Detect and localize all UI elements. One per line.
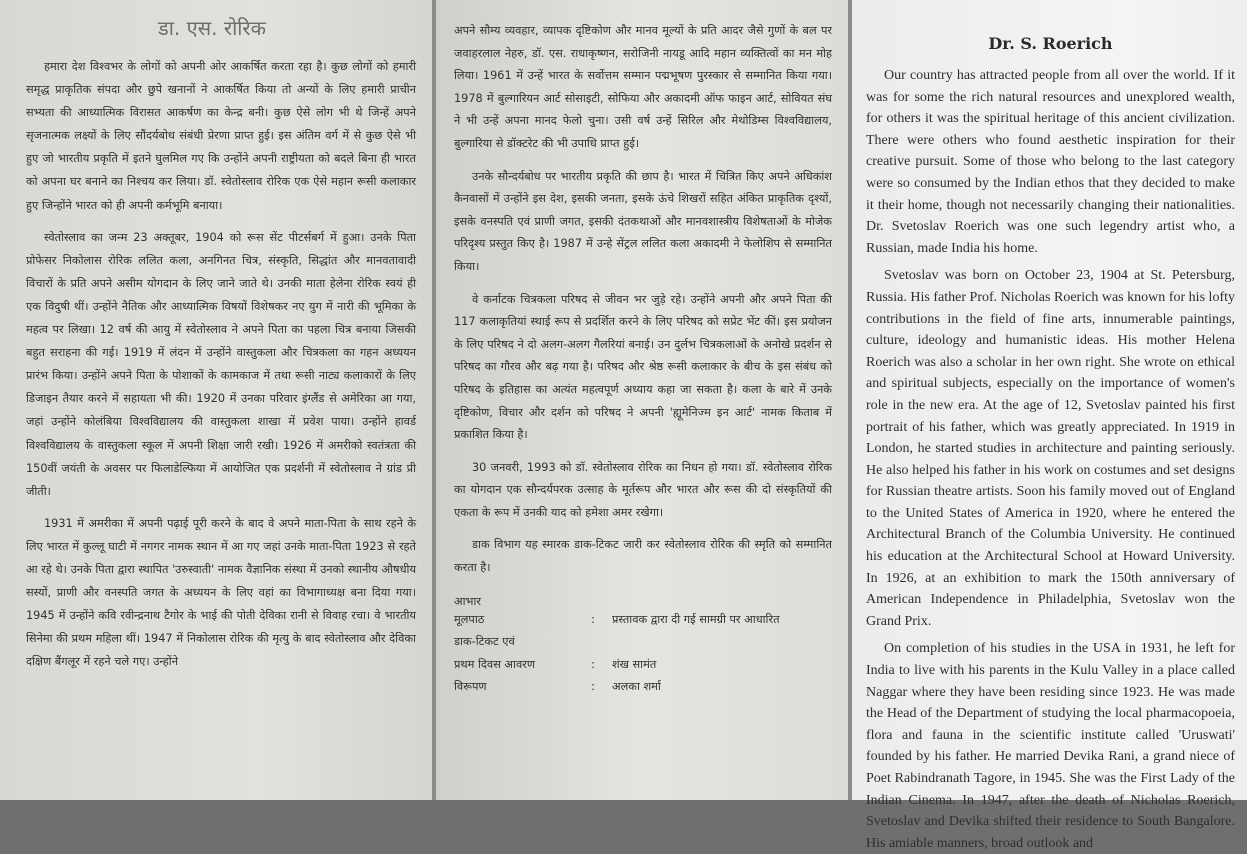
- credit-row: [454, 676, 832, 699]
- credits-heading: आभार: [454, 594, 482, 608]
- credit-row: [454, 631, 832, 654]
- credit-separator: :: [591, 680, 595, 694]
- english-paragraph: Svetoslav was born on October 23, 1904 at St. Petersburg, Russia. His father Prof. Nicholas Roerich was known for his lofty contributions in the field of fine arts, innumerable paintings, culture, ideology and humanistic ideas. His mother Helena Roerich was also a scholar in her own right. She wrote on ethical and spiritual subjects, especially on the importance of women's role in the new era. At the age of 12, Svetoslav painted his first portrait of his father, which was greatly appreciated. In 1919 in London, he started studies in architecture and painting seriously. He also helped his father in his work on costumes and set designs for Russian theatre artists. Soon his family moved out of England to the United States of America in 1920, where he entered the Architectural Branch of the Columbia University. He continued his education at the Architectural School at Howard University. In 1926, at an exhibition to mark the 150th anniversary of American Independence in Philadelphia, Svetoslav won the Grand Prix.: [866, 268, 1235, 629]
- hindi-panel-middle: [436, 0, 848, 800]
- credit-label: डाक-टिकट एवं: [454, 635, 515, 649]
- hindi-paragraph: डाक विभाग यह स्मारक डाक-टिकट जारी कर स्वेतोस्लाव रोरिक की स्मृति को सम्मानित करता है।: [454, 538, 832, 575]
- hindi-paragraph: 30 जनवरी, 1993 को डॉ. स्वेतोस्लाव रोरिक का निधन हो गया। डॉ. स्वेतोस्लाव रोरिक का योगदान एक सौन्दर्यपरक उत्साह के मूर्तरूप और भारत और रूस की दो संस्कृतियों की एकता के रूप में उनकी याद को हमेशा अमर रखेगा।: [454, 460, 832, 519]
- credit-label: मूलपाठ: [454, 612, 485, 626]
- credit-value: प्रस्तावक द्वारा दी गई सामग्री पर आधारित: [612, 612, 780, 626]
- credit-separator: [574, 631, 612, 654]
- hindi-paragraph: उनके सौन्दर्यबोध पर भारतीय प्रकृति की छाप है। भारत में चित्रित किए अपने अधिकांश कैनवासों में उन्होंने इस देश, इसकी जनता, इसके ऊंचे शिखरों सहित अंकित प्राकृतिक दृश्यों, इसके वनस्पति एवं प्राणी जगत, इसकी दंतकथाओं और मानवशास्त्रीय विशेषताओं के मोजेक परिदृश्य प्रस्तुत किए है। 1987 में उन्हे सेंट्रल ललित कला अकादमी ने फेलोशिप से सम्मानित किया।: [454, 169, 832, 273]
- credit-label: प्रथम दिवस आवरण: [454, 657, 536, 671]
- credits-section: [454, 594, 832, 699]
- credit-row: [454, 654, 832, 677]
- hindi-paragraph: अपने सौम्य व्यवहार, व्यापक दृष्टिकोण और मानव मूल्यों के प्रति आदर जैसे गुणों के बल पर जवाहरलाल नेहरु, डॉ. एस. राधाकृष्णन, सरोजिनी नायडू आदि महान व्यक्तित्वों का मन मोह लिया। 1961 में उन्हें भारत के सर्वोत्तम सम्मान पद्मभूषण पुरस्कार से सम्मानित किया गया। 1978 में बुल्गारियन आर्ट सोसाइटी, सोफिया और अकादमी ऑफ फाइन आर्ट, सोवियत संघ ने भी उन्हें अपना मानद फेलो चुना। उसी वर्ष उन्हें सिरिल और मेथोडिम्स विश्वविद्यालय, बुल्गारिया से डॉक्टरेट की भी उपाधि प्राप्त हुई।: [454, 24, 832, 150]
- english-paragraph: On completion of his studies in the USA in 1931, he left for India to live with his parents in the Kulu Valley in a place called Naggar where they have been residing since 1923. He was made the Head of the Department of studying the local pharmacopoeia, flora and fauna in the scientific institute called 'Uruswati' founded by his father. He married Devika Rani, a grand niece of Poet Rabindranath Tagore, in 1945. She was the First Lady of the Indian Cinema. In 1947, after the death of Nicholas Roerich, Svetoslav and Devika shifted their residence to South Bangalore. His amiable manners, broad outlook and: [866, 641, 1235, 851]
- credit-separator: :: [591, 612, 595, 626]
- english-panel-right: [852, 0, 1247, 851]
- credit-value: अलका शर्मा: [612, 680, 661, 694]
- credit-separator: :: [591, 657, 595, 671]
- credit-value: शंख सामंत: [612, 657, 657, 671]
- english-title: Dr. S. Roerich: [988, 34, 1113, 53]
- hindi-paragraph: हमारा देश विश्वभर के लोगों को अपनी ओर आकर्षित करता रहा है। कुछ लोगों को हमारी समृद्ध प्राकृतिक संपदा और छुपे खनानों ने आकर्षित किया तो अन्यों के लिए हमारी प्राचीन सभ्यता की आध्यात्मिक विरासत आकर्षण का केन्द्र बनी। कुछ ऐसे लोग भी थे जिन्हें अपने सृजनात्मक लक्ष्यों के लिए सौंदर्यबोध संबंधी प्रेरणा प्राप्त हुई। इस अंतिम वर्ग में से कुछ ऐसे भी हुए जो भारतीय प्रकृति में इतने घुलमिल गए कि उन्होंने अपनी राष्ट्रीयता को बदले बिना ही भारत को अपना घर बनाने का निश्चय कर लिया। डॉ. स्वेतोस्लाव रोरिक एक ऐसे महान रूसी कलाकार हुए जिन्होंने भारत को ही अपनी कर्मभूमि बनाया।: [26, 60, 416, 212]
- credit-row: [454, 609, 832, 632]
- hindi-title: डा. एस. रोरिक: [158, 16, 266, 40]
- hindi-paragraph: 1931 में अमरीका में अपनी पढ़ाई पूरी करने के बाद वे अपने माता-पिता के साथ रहने के लिए भारत में कुल्लू घाटी में नगगर नामक स्थान में आ गए जहां उनके माता-पिता 1923 से रहते आ रहे थे। उनके पिता द्वारा स्थापित 'उरुस्वाती' नामक वैज्ञानिक संस्था में उनको स्थानीय औषधीय सस्यों, प्राणी और वनस्पति जगत के अध्ययन के लिए वहां का विभागाध्यक्ष बना दिया गया। 1945 में उन्होंने कवि रवीन्द्रनाथ टैगोर के भाई की पोती देविका रानी से विवाह रचा। वे भारतीय सिनेमा की प्रथम महिला थीं। 1947 में निकोलास रोरिक की मृत्यु के बाद स्वेतोस्लाव और देविका दक्षिण बैंगलूर में रहने चले गए। उन्होंने: [26, 516, 416, 669]
- english-paragraph: Our country has attracted people from all over the world. If it was for some the rich natural resources and unexplored wealth, for others it was the spiritual heritage of this ancient civilization. There were others who found aesthetic inspiration for their creative pursuit. Some of those who belong to the last category were so consumed by the Indian ethos that they decided to make it their home, though not necessarily changing their nationalities. Dr. Svetoslav Roerich was one such legendry artist who, a Russian, made India his home.: [866, 68, 1235, 256]
- credit-value: [612, 631, 832, 654]
- hindi-paragraph: वे कर्नाटक चित्रकला परिषद से जीवन भर जुड़े रहे। उन्होंने अपनी और अपने पिता की 117 कलाकृतियां स्थाई रूप से प्रदर्शित करने के लिए परिषद को सप्रेट भेंट कीं। इस प्रयोजन के लिए परिषद ने दो अलग-अलग गैलरियां बनाई। उन दुर्लभ चित्रकलाओं के अनोखे प्रदर्शन से परिषद का गौरव और बढ़ गया है। परिषद और श्रेष्ठ रूसी कलाकार के बीच के इस संबंध को परिषद के इतिहास का अत्यंत महत्वपूर्ण अध्याय कहा जा सकता है। कला के बारे में उनके दृष्टिकोण, विचार और दर्शन को परिषद ने अपनी 'ह्यूमेनिज्म इन आर्ट' नामक किताब में प्रकाशित किया है।: [454, 292, 832, 442]
- credit-label: विरूपण: [454, 680, 487, 694]
- hindi-panel-left: [0, 0, 432, 800]
- hindi-paragraph: स्वेतोस्लाव का जन्म 23 अक्तूबर, 1904 को रूस सेंट पीटर्सबर्ग में हुआ। उनके पिता प्रोफेसर निकोलास रोरिक ललित कला, अनगिनत चित्र, संस्कृति, सिद्धांत और मानवतावादी विचारों के प्रति अपने असीम योगदान के लिए जाने जाते थे। उनकी माता हेलेना रोरिक स्वयं ही एक विदुषी थीं। उन्होंने नैतिक और आध्यात्मिक विषयों विशेषकर नए युग में नारी की भूमिका के महत्व पर लिखा। 12 वर्ष की आयु में स्वेतोस्लाव ने अपने पिता का पहला चित्र बनाया जिसकी बहुत सराहना की गई। 1919 में लंदन में उन्होंने वास्तुकला और चित्रकला का गहन अध्ययन प्रारंभ किया। उन्होंने अपने पिता के पोशाकों के कामकाज में तथा रूसी नाट्य कलाकारों के लिए डिजाइन तैयार करने में सहायता भी की। 1920 में उनका परिवार इंग्लैंड से अमेरिका आ गया, जहां उन्होंने कोलंबिया विश्वविद्यालय की वास्तुकला शाखा में प्रवेश पाया। उन्होंने हावर्ड विश्वविद्यालय के वास्तुकला स्कूल में अपनी शिक्षा जारी रखी। 1926 में अमरीको स्वतंत्रता की 150वीं जयंती के अवसर पर फिलाडेल्फिया में आयोजित एक प्रदर्शनी में स्वेतोस्लाव ने ग्रांड प्री जीती।: [26, 230, 416, 498]
